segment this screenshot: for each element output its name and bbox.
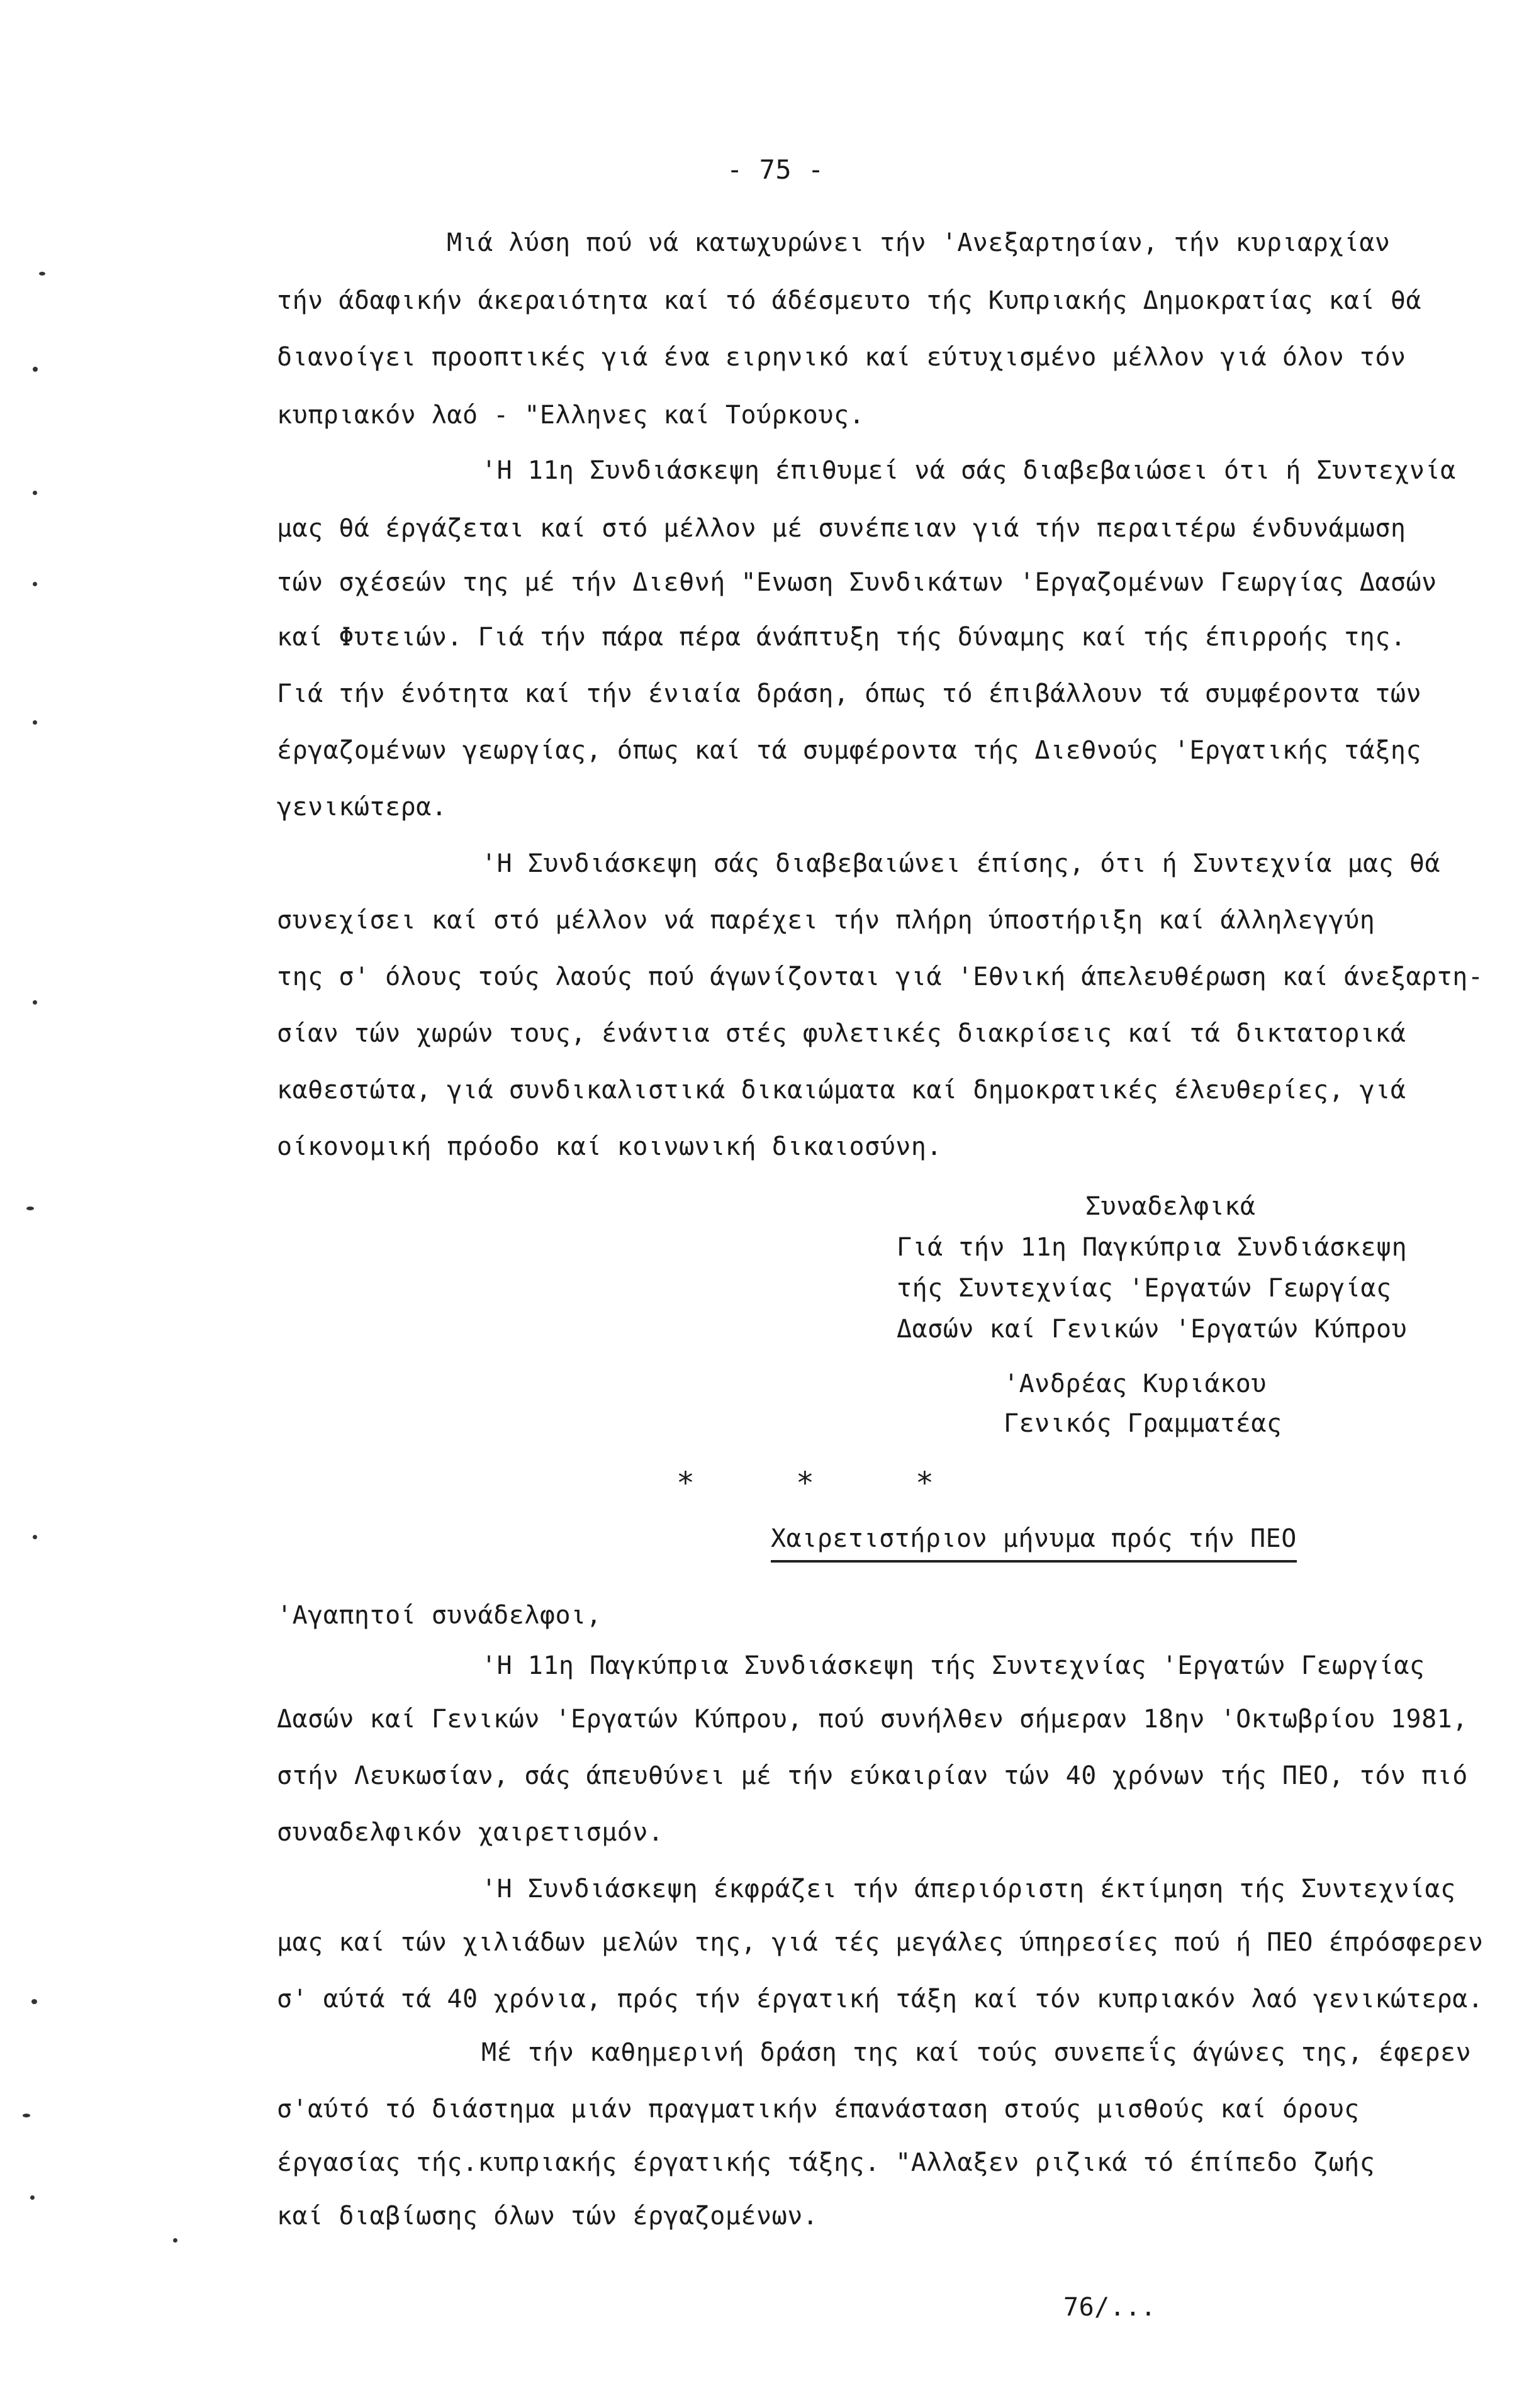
- scan-speck: [23, 2114, 30, 2117]
- body-line: οίκονομική πρόοδο καί κοινωνική δικαιοσύνη.: [277, 1132, 943, 1161]
- body-line: σίαν τών χωρών τους, ένάντια στές φυλετικές διακρίσεις καί τά δικτατορικά: [277, 1019, 1406, 1048]
- separator-star: *: [676, 1466, 695, 1501]
- scan-speck: [33, 1000, 37, 1005]
- separator-star: *: [796, 1466, 815, 1501]
- separator-star: *: [916, 1466, 934, 1501]
- body-line: κυπριακόν λαό - "Ελληνες καί Τούρκους.: [277, 401, 865, 430]
- body-line: έργαζομένων γεωργίας, όπως καί τά συμφέροντα τής Διεθνούς 'Εργατικής τάξης: [277, 736, 1422, 765]
- continuation-marker: 76/...: [1063, 2293, 1157, 2322]
- scan-speck: [33, 491, 37, 495]
- signature-line: τής Συντεχνίας 'Εργατών Γεωργίας: [897, 1274, 1392, 1303]
- signatory-role: Γενικός Γραμματέας: [1004, 1409, 1282, 1438]
- scan-speck: [30, 2195, 35, 2200]
- body-line: Γιά τήν ένότητα καί τήν ένιαία δράση, όπως τό έπιβάλλουν τά συμφέροντα τών: [277, 679, 1422, 708]
- body-line: μας θά έργάζεται καί στό μέλλον μέ συνέπειαν γιά τήν περαιτέρω ένδυνάμωση: [277, 514, 1406, 543]
- body-line: σ'αύτό τό διάστημα μιάν πραγματικήν έπανάσταση στούς μισθούς καί όρους: [277, 2095, 1360, 2124]
- greeting: 'Αγαπητοί συνάδελφοι,: [277, 1601, 602, 1630]
- body-line: 'Η 11η Συνδιάσκεψη έπιθυμεί νά σάς διαβεβαιώσει ότι ή Συντεχνία: [481, 456, 1456, 485]
- body-line: 'Η Συνδιάσκεψη σάς διαβεβαιώνει έπίσης, ότι ή Συντεχνία μας θά: [481, 849, 1441, 878]
- body-line: στήν Λευκωσίαν, σάς άπευθύνει μέ τήν εύκαιρίαν τών 40 χρόνων τής ΠΕΟ, τόν πιό: [277, 1761, 1468, 1790]
- scan-speck: [33, 720, 37, 725]
- body-line: διανοίγει προοπτικές γιά ένα ειρηνικό καί εύτυχισμένο μέλλον γιά όλον τόν: [277, 343, 1406, 372]
- body-line: 'Η 11η Παγκύπρια Συνδιάσκεψη τής Συντεχνίας 'Εργατών Γεωργίας: [481, 1651, 1425, 1680]
- body-line: γενικώτερα.: [277, 793, 447, 822]
- body-line: Δασών καί Γενικών 'Εργατών Κύπρου, πού συνήλθεν σήμεραν 18ην 'Οκτωβρίου 1981,: [277, 1705, 1468, 1734]
- body-line: Μέ τήν καθημερινή δράση της καί τούς συνεπεΐς άγώνες της, έφερεν: [481, 2038, 1472, 2067]
- scan-speck: [33, 582, 37, 586]
- scan-speck: [33, 367, 38, 372]
- body-line: της σ' όλους τούς λαούς πού άγωνίζονται γιά 'Εθνική άπελευθέρωση καί άνεξαρτη-: [277, 962, 1484, 991]
- body-line: Μιά λύση πού νά κατωχυρώνει τήν 'Ανεξαρτησίαν, τήν κυριαρχίαν: [447, 228, 1391, 257]
- scan-speck: [173, 2238, 177, 2243]
- body-line: συνεχίσει καί στό μέλλον νά παρέχει τήν πλήρη ύποστήριξη καί άλληλεγγύη: [277, 906, 1375, 935]
- scan-speck: [31, 1999, 37, 2004]
- body-line: τήν άδαφικήν άκεραιότητα καί τό άδέσμευτο τής Κυπριακής Δημοκρατίας καί θά: [277, 286, 1422, 315]
- scan-speck: [26, 1207, 34, 1210]
- section-separator: [676, 1466, 1035, 1503]
- signature-line: Δασών καί Γενικών 'Εργατών Κύπρου: [897, 1315, 1408, 1344]
- body-line: καί Φυτειών. Γιά τήν πάρα πέρα άνάπτυξη τής δύναμης καί τής έπιρροής της.: [277, 623, 1406, 652]
- signature-closing: Συναδελφικά: [1085, 1192, 1256, 1221]
- signature-line: Γιά τήν 11η Παγκύπρια Συνδιάσκεψη: [897, 1233, 1408, 1262]
- body-line: καθεστώτα, γιά συνδικαλιστικά δικαιώματα καί δημοκρατικές έλευθερίες, γιά: [277, 1076, 1406, 1105]
- signatory-name: 'Ανδρέας Κυριάκου: [1004, 1369, 1267, 1398]
- body-line: 'Η Συνδιάσκεψη έκφράζει τήν άπεριόριστη έκτίμηση τής Συντεχνίας: [481, 1875, 1456, 1904]
- page-number: - 75 -: [727, 154, 824, 185]
- body-line: σ' αύτά τά 40 χρόνια, πρός τήν έργατική τάξη καί τόν κυπριακόν λαό γενικώτερα.: [277, 1985, 1484, 2014]
- body-line: έργασίας τής.κυπριακής έργατικής τάξης. "Αλλαξεν ριζικά τό έπίπεδο ζωής: [277, 2148, 1375, 2177]
- body-line: μας καί τών χιλιάδων μελών της, γιά τές μεγάλες ύπηρεσίες πού ή ΠΕΟ έπρόσφερεν: [277, 1928, 1484, 1957]
- body-line: τών σχέσεών της μέ τήν Διεθνή "Ενωση Συνδικάτων 'Εργαζομένων Γεωργίας Δασών: [277, 568, 1437, 597]
- body-line: καί διαβίωσης όλων τών έργαζομένων.: [277, 2202, 819, 2231]
- scan-speck: [33, 1535, 37, 1539]
- body-line: συναδελφικόν χαιρετισμόν.: [277, 1818, 664, 1847]
- scan-speck: [39, 272, 45, 276]
- section-title: Χαιρετιστήριον μήνυμα πρός τήν ΠΕΟ: [771, 1521, 1297, 1563]
